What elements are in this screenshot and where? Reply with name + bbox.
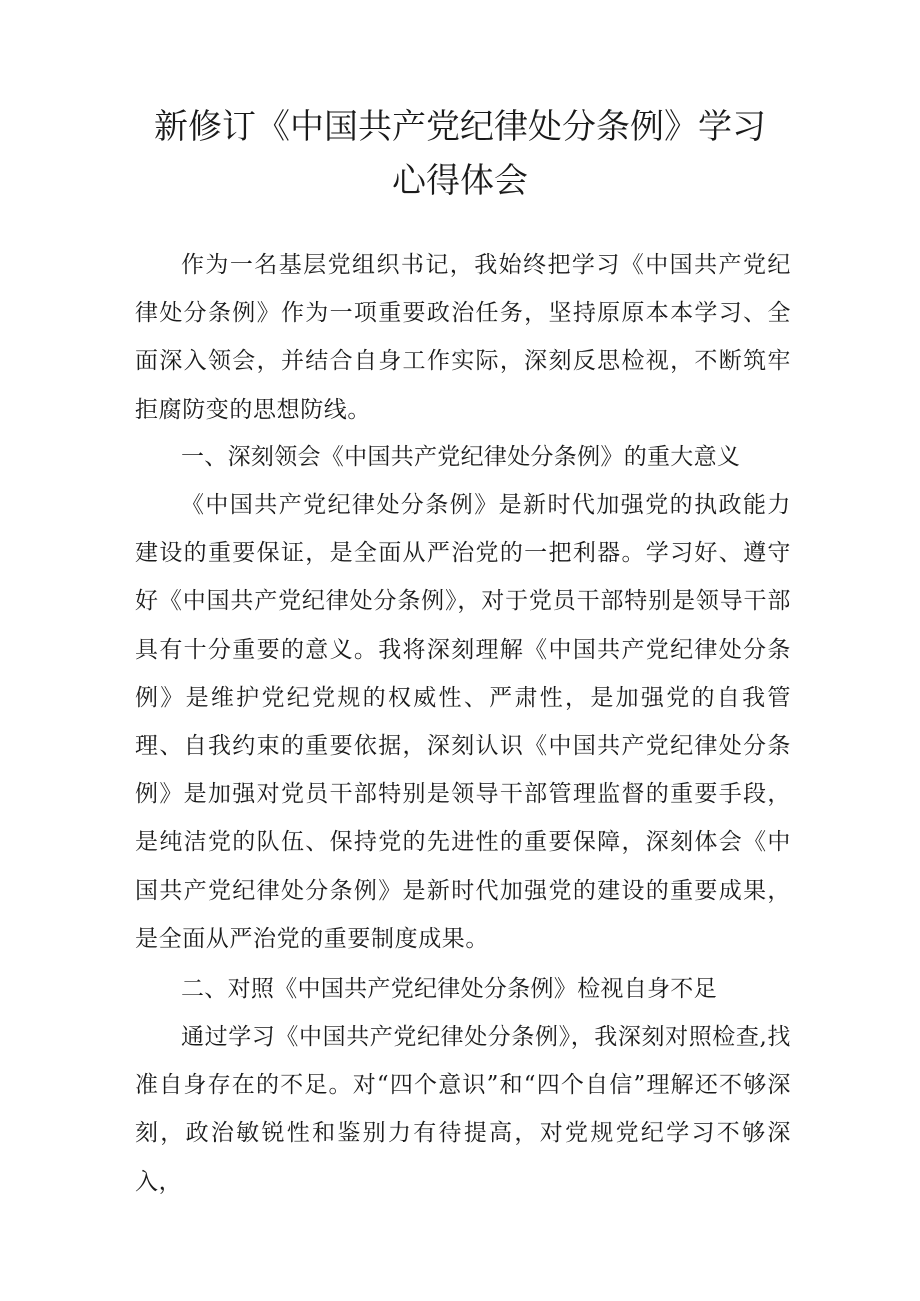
section-heading-1: 一、深刻领会《中国共产党纪律处分条例》的重大意义 xyxy=(181,444,741,470)
title-line-2: 心得体会 xyxy=(392,161,528,201)
section-1-paragraph: 《中国共产党纪律处分条例》是新时代加强党的执政能力建设的重要保证，是全面从严治党的一把利器。学习好、遵守好《中国共产党纪律处分条例》，对于党员干部特别是领导干部具有十分重要的意义。我将深刻理解《中国共产党纪律处分条例》是维护党纪党规的权威性、严肃性，是加强党的自我管理、自我约束的重要依据，深刻认识《中国共产党纪律处分条例》是加强对党员干部特别是领导干部管理监督的重要手段，是纯洁党的队伍、保持党的先进性的重要保障，深刻体会《中国共产党纪律处分条例》是新时代加强党的建设的重要成果，是全面从严治党的重要制度成果。 xyxy=(135,492,791,952)
section-2-paragraph: 通过学习《中国共产党纪律处分条例》，我深刻对照检查,找准自身存在的不足。对“四个意识”和“四个自信”理解还不够深刻，政治敏锐性和鉴别力有待提高，对党规党纪学习不够深入， xyxy=(135,1024,792,1195)
document-title xyxy=(120,100,800,208)
title-line-1: 新修订《中国共产党纪律处分条例》学习 xyxy=(154,107,766,147)
section-heading-2: 二、对照《中国共产党纪律处分条例》检视自身不足 xyxy=(181,976,717,1002)
intro-paragraph: 作为一名基层党组织书记，我始终把学习《中国共产党纪律处分条例》作为一项重要政治任务，坚持原原本本学习、全面深入领会，并结合自身工作实际，深刻反思检视，不断筑牢拒腐防变的思想防线。 xyxy=(135,252,791,423)
